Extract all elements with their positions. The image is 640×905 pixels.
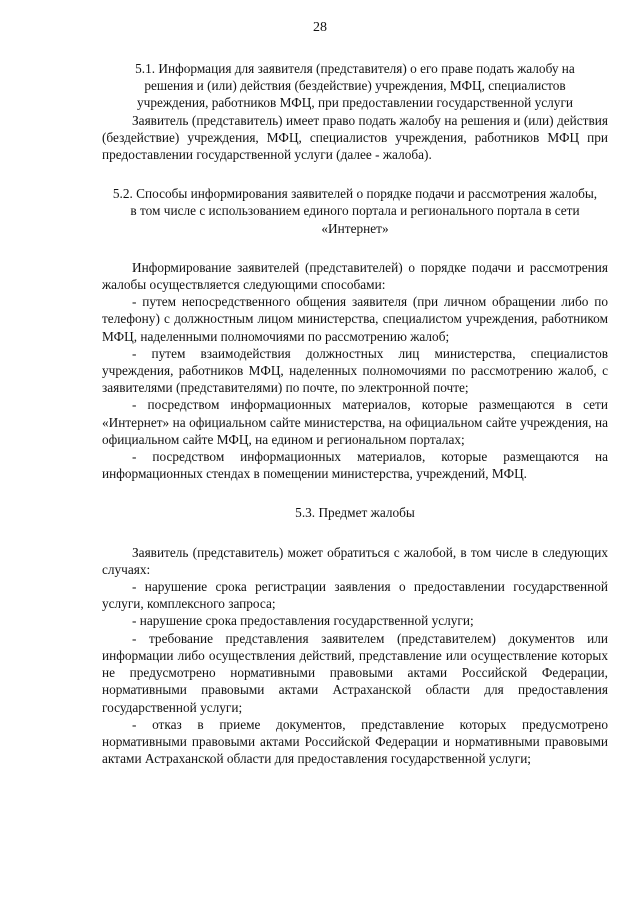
section-heading: 5.3. Предмет жалобы [295, 505, 415, 521]
list-item: - путем взаимодействия должностных лиц министерства, специалистов учреждения, работников МФЦ, наделенных полномочиями по рассмотрению жалоб, с заявителями (представителями) по почте, по электронной почте; [102, 345, 608, 396]
list-item: - посредством информационных материалов, которые размещаются на информационных стендах в помещении министерства, учреждений, МФЦ. [102, 449, 608, 482]
paragraph: Заявитель (представитель) имеет право подать жалобу на решения и (или) действия (бездействие) учреждения, МФЦ, специалистов учреждения, работников МФЦ при предоставлении государственной услуги (далее - жалоба). [102, 112, 608, 163]
section-heading: 5.1. Информация для заявителя (представителя) о его праве подать жалобу на решения и (или) действия (бездействие) учреждения, МФЦ, специалистов учреждения, работников МФЦ, при предоставлении государственной услуги [135, 61, 575, 111]
list-item: - требование представления заявителем (представителем) документов или информации либо осуществления действий, представление или осуществление которых не предусмотрено нормативными правовыми актами Российской Федерации, нормативными правовыми актами Астраханской области для предоставления государственной услуги; [102, 630, 608, 715]
page-number: 28 [313, 20, 327, 35]
paragraph: Информирование заявителей (представителей) о порядке подачи и рассмотрения жалобы осуществляется следующими способами: [102, 259, 608, 293]
section-5-2 [102, 185, 608, 482]
list-item: - путем непосредственного общения заявителя (при личном обращении либо по телефону) с должностным лицом министерства, специалистом учреждения, работником МФЦ, наделенными полномочиями по рассмотрению жалоб; [102, 294, 608, 344]
section-5-1 [102, 60, 608, 163]
document-body [102, 60, 608, 767]
section-heading: 5.2. Способы информирования заявителей о порядке подачи и рассмотрения жалобы, в том числе с использованием единого портала и регионального портала в сети «Интернет» [112, 186, 598, 236]
list-item: - нарушение срока предоставления государственной услуги; [132, 613, 474, 629]
section-5-3 [102, 504, 608, 767]
list-item: - отказ в приеме документов, представление которых предусмотрено нормативными правовыми актами Российской Федерации и нормативными правовыми актами Астраханской области для предоставления государственной услуги; [102, 716, 608, 767]
list-item: - нарушение срока регистрации заявления о предоставлении государственной услуги, комплексного запроса; [102, 579, 608, 612]
list-item: - посредством информационных материалов, которые размещаются в сети «Интернет» на официальном сайте министерства, на официальном сайте учреждения, на официальном сайте МФЦ, на едином и региональном порталах; [102, 397, 608, 447]
paragraph: Заявитель (представитель) может обратиться с жалобой, в том числе в следующих случаях: [102, 544, 608, 577]
